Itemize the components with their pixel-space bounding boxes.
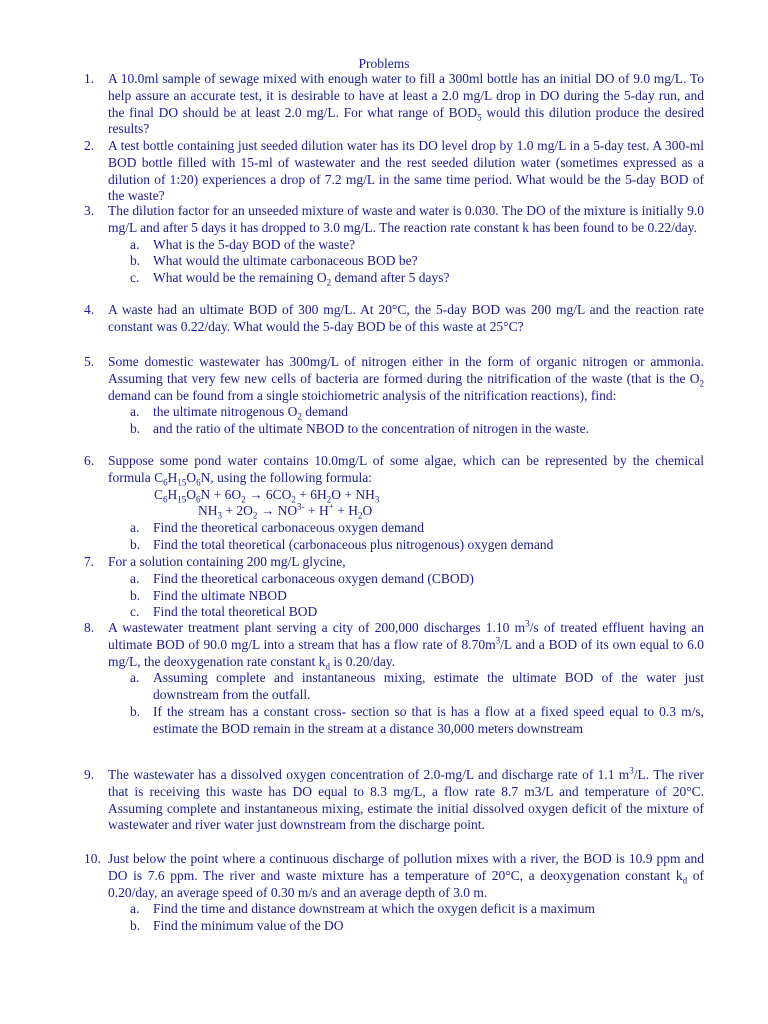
problem-number: 4.	[84, 302, 95, 317]
page-title: Problems	[358, 56, 410, 71]
sub-question: c. What would be the remaining $O_2$ demand after 5 days?	[130, 270, 450, 288]
problem-number: 10.	[84, 851, 101, 866]
sub-question: b. Find the minimum value of the DO	[130, 918, 344, 934]
problem-2	[84, 138, 704, 205]
sub-question: b. Find the total theoretical (carbonaceous plus nitrogenous) oxygen demand	[130, 536, 554, 552]
problem-1	[84, 71, 704, 138]
problem-10	[84, 851, 704, 935]
problem-number: 3.	[84, 203, 95, 218]
problem-number: 8.	[84, 620, 95, 635]
sub-question: b. and the ratio of the ultimate NBOD to the concentration of nitrogen in the waste.	[130, 421, 590, 437]
sub-question: b. If the stream has a constant cross- section so that is has a flow at a fixed speed equal to 0.3 m/s, estimate the BOD remain in the stream at a distance 30,000 meters downstream	[130, 703, 704, 736]
problem-text: Just below the point where a continuous discharge of pollution mixes with a river, the BOD is 10.9 ppm and DO is 7.6 ppm. The river and waste mixture has a temperature of 20°C, a deoxygenation constant $k_d$ of 0.20/day, an average speed of 0.30 m/s and an average depth of 3.0 m.	[108, 851, 704, 900]
sub-question: a. What is the 5-day BOD of the waste?	[130, 236, 356, 252]
problem-text: A waste had an ultimate BOD of 300 mg/L. At 20°C, the 5-day BOD was 200 mg/L and the reaction rate constant was 0.22/day. What would the 5-day BOD be of this waste at 25°C?	[108, 302, 704, 334]
sub-question: b. Find the ultimate NBOD	[130, 587, 287, 603]
sub-question: a. the ultimate nitrogenous $O_2$ demand	[130, 404, 348, 423]
sub-question: a. Find the theoretical carbonaceous oxygen demand (CBOD)	[130, 570, 474, 586]
problem-number: 1.	[84, 71, 95, 86]
problem-number: 5.	[84, 354, 95, 369]
problem-text: A wastewater treatment plant serving a city of 200,000 discharges 1.10 $m^3/s$ of treated effluent having an ultimate BOD of 90.0 mg/L into a stream that has a flow rate of $8.70m^3/L$ and a BOD of its own equal to 6.0 mg/L, the deoxygenation rate constant $k_d$ is 0.20/day.	[108, 618, 704, 672]
problem-text: The wastewater has a dissolved oxygen concentration of 2.0-mg/L and discharge rate of 1.1 $m^3/L$. The river that is receiving this waste has DO equal to 8.3 mg/L, a flow rate 8.7 m3/L and temperature of 20°C. Assuming complete and instantaneous mixing, estimate the initial dissolved oxygen deficit of the mixture of wastewater and river water just downstream from the discharge point.	[108, 765, 704, 833]
problem-4	[84, 302, 704, 336]
problem-number: 2.	[84, 138, 95, 153]
chemical-equation: $C_6H_{15}O_6N + 6O_2 \to 6CO_2 + 6H_2O + NH_3$	[154, 486, 380, 505]
problem-text: The dilution factor for an unseeded mixture of waste and water is 0.030. The DO of the mixture is initially 9.0 mg/L and after 5 days it has dropped to 3.0 mg/L. The reaction rate constant k has been found to be 0.22/day.	[108, 203, 704, 235]
problem-number: 7.	[84, 554, 95, 569]
problem-8	[84, 620, 704, 738]
problem-6	[84, 453, 704, 554]
problem-text: A test bottle containing just seeded dilution water has its DO level drop by 1.0 mg/L in a 5-day test. A 300-ml BOD bottle filled with 15-ml of wastewater and the rest seeded dilution water (sometimes expressed as a dilution of 1:20) experiences a drop of 7.2 mg/L in the same time period. What would be the 5-day BOD of the waste?	[108, 138, 704, 204]
problem-text: A 10.0ml sample of sewage mixed with enough water to fill a 300ml bottle has an initial DO of 9.0 mg/L. To help assure an accurate test, it is desirable to have at least a 2.0 mg/L drop in DO during the 5-day run, and the final DO should be at least 2.0 mg/L. For what range of $BOD_5$ would this dilution produce the desired results?	[108, 71, 704, 137]
sub-question: b. What would the ultimate carbonaceous BOD be?	[130, 253, 418, 269]
problem-5	[84, 354, 704, 438]
problem-number: 9.	[84, 767, 95, 782]
problem-7	[84, 554, 704, 621]
problem-text: For a solution containing 200 mg/L glycine,	[108, 554, 346, 569]
problem-3	[84, 203, 704, 287]
problem-text: Some domestic wastewater has 300mg/L of nitrogen either in the form of organic nitrogen or ammonia. Assuming that very few new cells of bacteria are formed during the nitrification of the waste (that is the $O_2$ demand can be found from a single stoichiometric analysis of the nitrification reactions), find:	[108, 354, 704, 403]
problem-9	[84, 767, 704, 834]
problem-number: 6.	[84, 453, 95, 468]
chemical-equation: $NH_3 + 2O_2 \to NO^{3-} + H^+ + H_2O$	[198, 501, 373, 522]
sub-question: a. Assuming complete and instantaneous mixing, estimate the ultimate BOD of the water just downstream from the outfall.	[130, 670, 704, 703]
sub-question: a. Find the theoretical carbonaceous oxygen demand	[130, 520, 425, 536]
sub-question: c. Find the total theoretical BOD	[130, 604, 318, 620]
problem-text: Suppose some pond water contains 10.0mg/L of some algae, which can be represented by the chemical formula $C_6H_{15}O_6N$, using the following formula:	[108, 453, 704, 488]
sub-question: a. Find the time and distance downstream at which the oxygen deficit is a maximum	[130, 901, 596, 917]
